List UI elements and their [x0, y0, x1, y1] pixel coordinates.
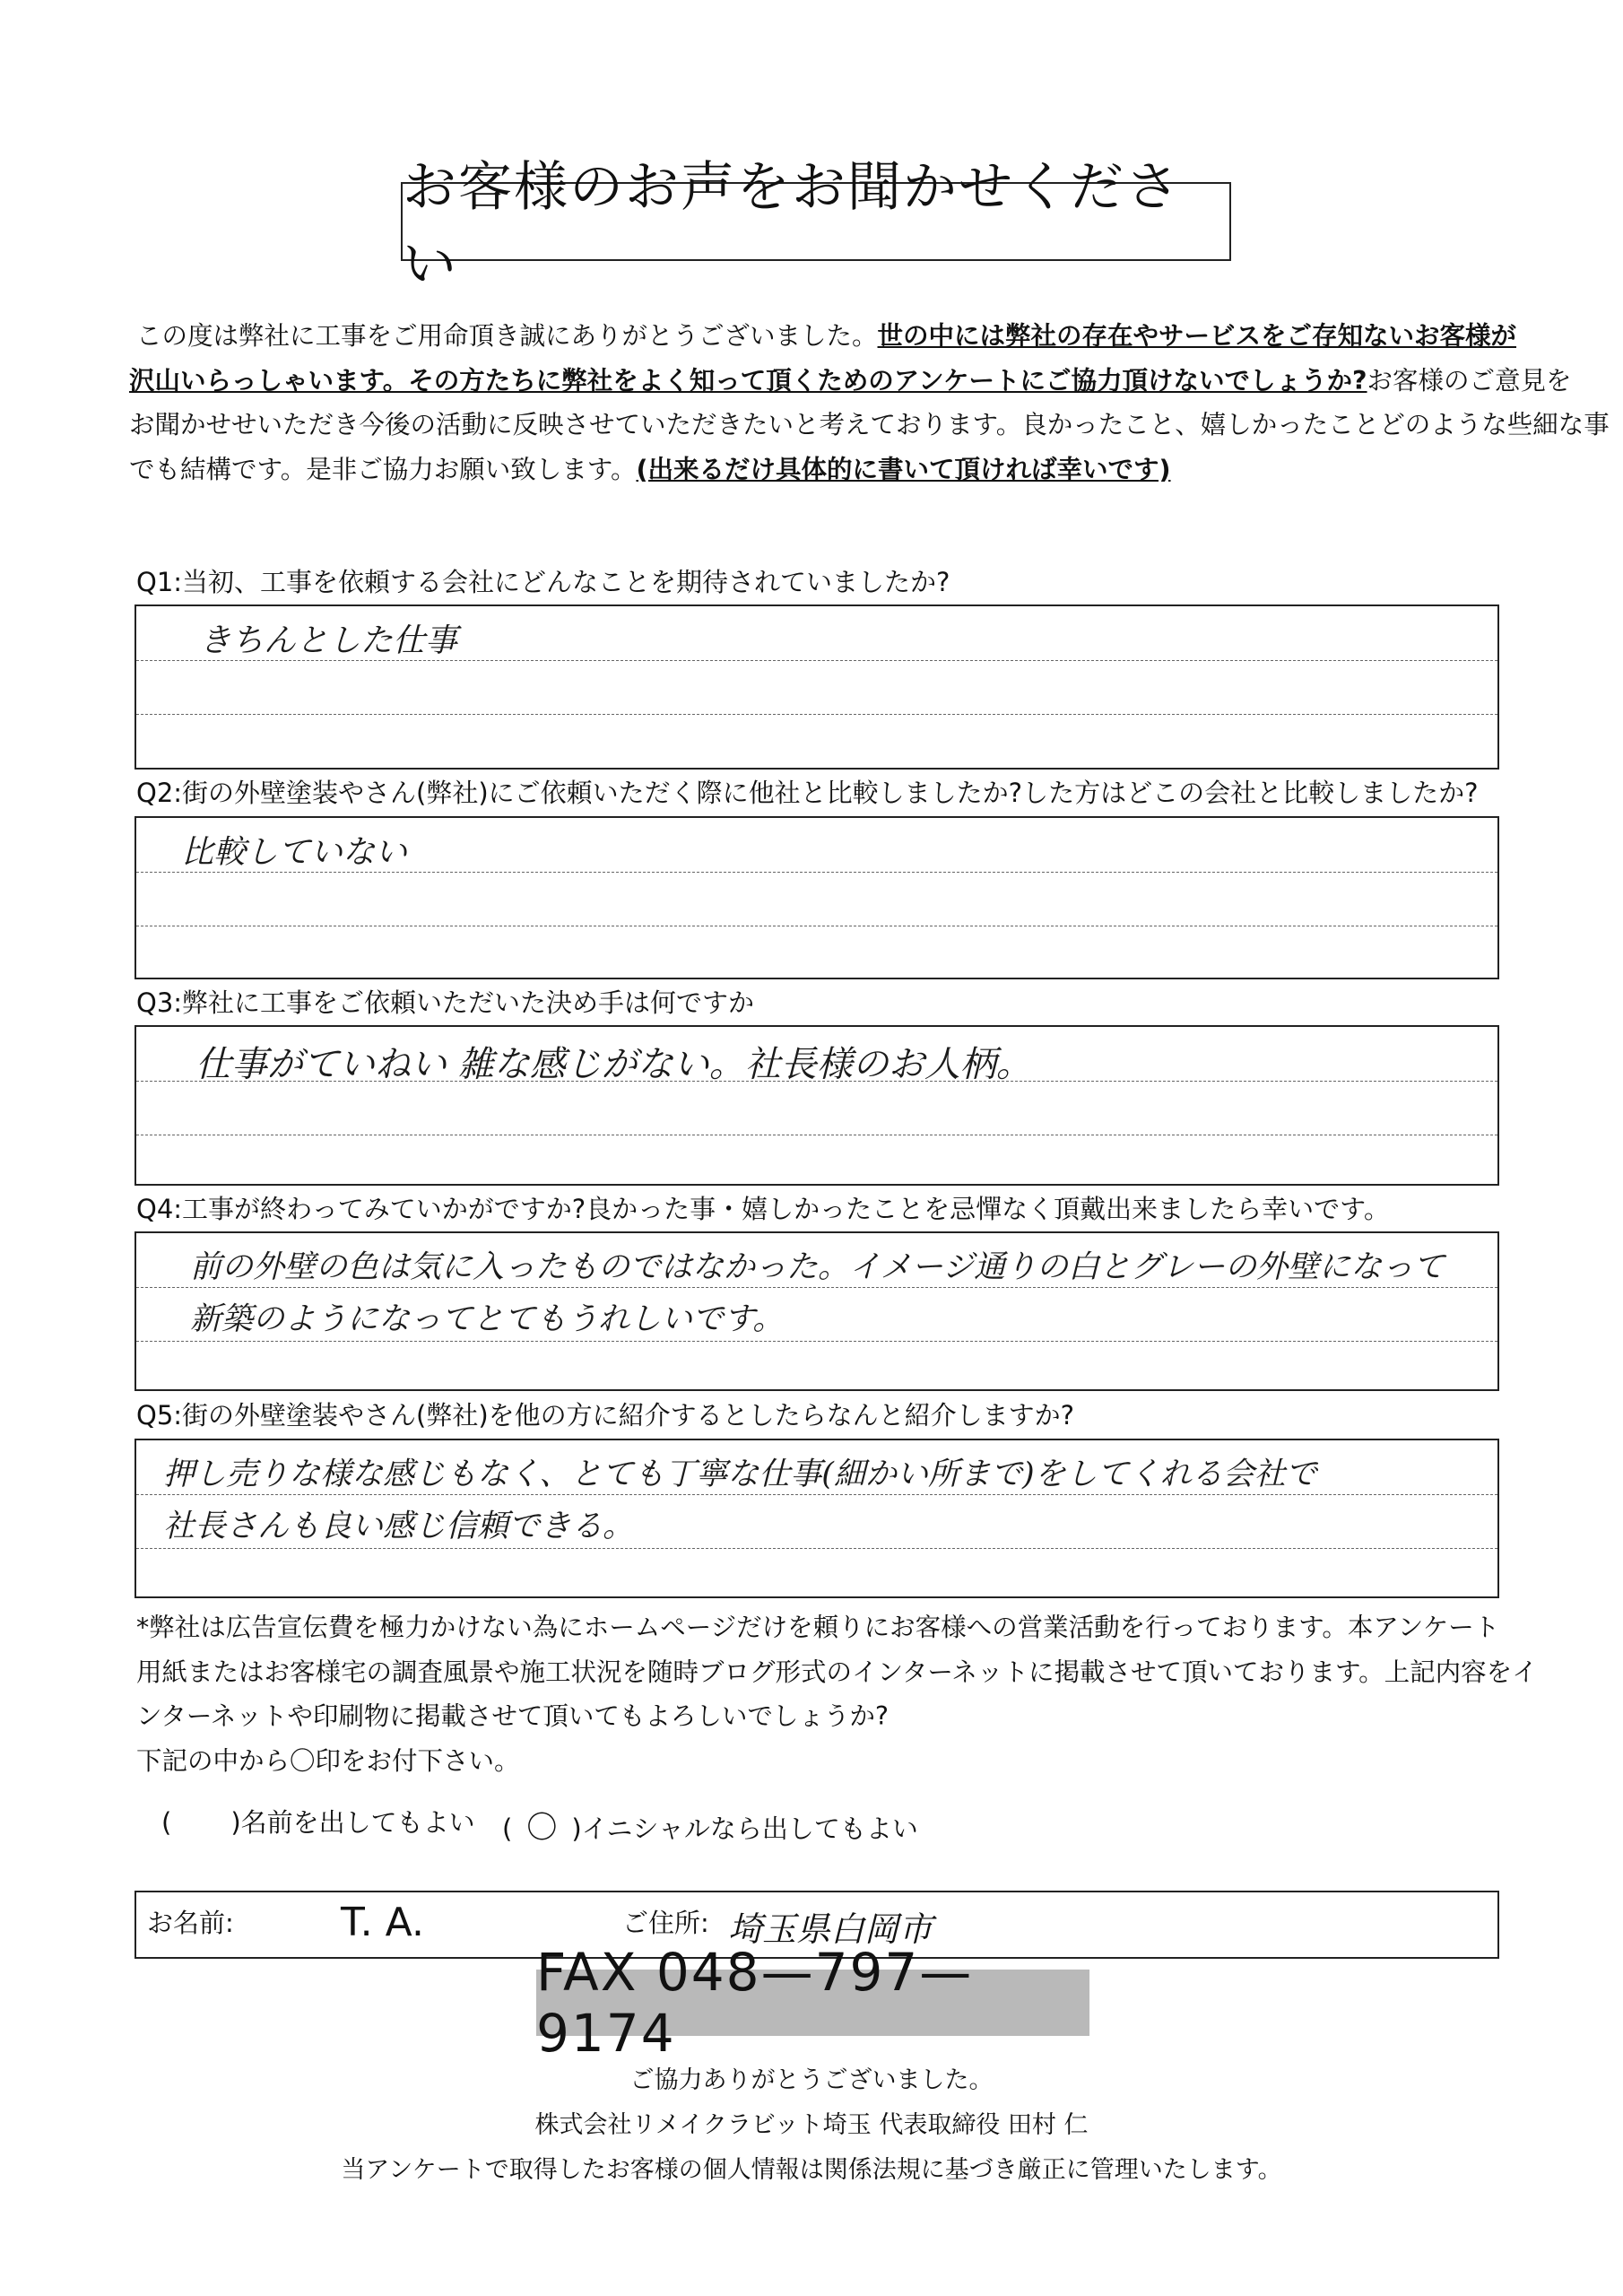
choice-initials-ok[interactable] [502, 1803, 918, 1847]
choice-initials-ok-label: イニシャルなら出してもよい [581, 1813, 918, 1844]
question-4-answer-line-2: 新築のようになってとてもうれしいです。 [190, 1301, 785, 1337]
question-2-answer-line-1: 比較していない [181, 834, 408, 871]
company-signature: 株式会社リメイクラビット埼玉 代表取締役 田村 仁 [534, 2111, 1089, 2139]
choice-initials-ok-mark: 〇 [526, 1810, 558, 1846]
choice-initials-ok-close-paren: ) [571, 1813, 582, 1844]
privacy-note: 当アンケートで取得したお客様の個人情報は関係法規に基づき厳正に管理いたします。 [341, 2156, 1282, 2184]
question-4-answer-line-1: 前の外壁の色は気に入ったものではなかった。イメージ通りの白とグレーの外壁になって [190, 1249, 1445, 1285]
note-line-4: 下記の中から〇印をお付下さい。 [136, 1745, 520, 1776]
thanks-text: ご協力ありがとうございました。 [629, 2066, 994, 2094]
question-1-answer-line-1: きちんとした仕事 [199, 622, 458, 659]
question-5-answer-box[interactable] [135, 1439, 1499, 1598]
question-3-answer-box[interactable] [135, 1025, 1499, 1186]
fax-number: FAX 048—797—9174 [536, 1970, 1089, 2036]
intro-line-1 [136, 314, 1517, 359]
intro-line-4 [129, 448, 1508, 492]
question-4-answer-box[interactable] [135, 1231, 1499, 1391]
question-1-answer-box[interactable] [135, 604, 1499, 770]
name-value[interactable]: T. A. [341, 1900, 424, 1945]
note-line-1: *弊社は広告宣伝費を極力かけない為にホームページだけを頼りにお客様への営業活動を行っております。本アンケート [136, 1613, 1500, 1642]
intro-line-2-plain: お客様のご意見を [1367, 365, 1572, 396]
question-5-label: Q5:街の外壁塗装やさん(弊社)を他の方に紹介するとしたらなんと紹介しますか? [136, 1400, 1075, 1431]
question-4-label: Q4:工事が終わってみていかがですか?良かった事・嬉しかったことを忌憚なく頂戴出来ましたら幸いです。 [136, 1194, 1390, 1224]
intro-line-2 [129, 359, 1572, 404]
question-3-answer-line-1: 仕事がていねい 雑な感じがない。社長様のお人柄。 [195, 1044, 1032, 1085]
choice-name-ok-label: 名前を出してもよい [240, 1807, 475, 1838]
choice-initials-ok-open-paren: ( [502, 1813, 513, 1844]
page-title: お客様のお声をお聞かせください [401, 182, 1231, 261]
intro-paragraph [129, 314, 1610, 491]
intro-line-1-bold: 世の中には弊社の存在やサービスをご存知ないお客様が [877, 321, 1517, 351]
question-5-answer-line-2: 社長さんも良い感じ信頼できる。 [163, 1509, 635, 1544]
intro-line-4-bold: (出来るだけ具体的に書いて頂ければ幸いです) [636, 454, 1171, 484]
note-line-3: ンターネットや印刷物に掲載させて頂いてもよろしいでしょうか? [136, 1701, 890, 1731]
choice-name-ok-close-paren: ) [230, 1807, 241, 1838]
intro-line-2-bold: 沢山いらっしゃいます。その方たちに弊社をよく知って頂くためのアンケートにご協力頂けないでしょうか? [129, 365, 1367, 396]
question-3-label: Q3:弊社に工事をご依頼いただいた決め手は何ですか [136, 987, 755, 1018]
name-label: お名前: [147, 1908, 234, 1938]
address-label: ご住所: [622, 1908, 709, 1938]
question-5-answer-line-1: 押し売りな様な感じもなく、とても丁寧な仕事(細かい所まで)をしてくれる会社で [163, 1457, 1317, 1492]
question-2-label: Q2:街の外壁塗装やさん(弊社)にご依頼いただく際に他社と比較しましたか?した方はどこの会社と比較しましたか? [136, 778, 1479, 808]
question-1-label: Q1:当初、工事を依頼する会社にどんなことを期待されていましたか? [136, 567, 950, 597]
question-2-answer-box[interactable] [135, 816, 1499, 979]
choice-name-ok-open-paren: ( [161, 1807, 172, 1838]
address-value[interactable]: 埼玉県白岡市 [728, 1909, 933, 1949]
intro-line-3: お聞かせせいただき今後の活動に反映させていただきたいと考えております。良かったこと、嬉しかったことどのような些細な事 [129, 410, 1610, 439]
intro-line-1-plain: この度は弊社に工事をご用命頂き誠にありがとうございました。 [136, 321, 878, 351]
publication-consent-note [136, 1605, 1538, 1783]
choice-name-ok[interactable] [161, 1803, 475, 1839]
note-line-2: 用紙またはお客様宅の調査風景や施工状況を随時ブログ形式のインターネットに掲載させて頂いております。上記内容をイ [136, 1657, 1538, 1687]
intro-line-4-plain: でも結構です。是非ご協力お願い致します。 [129, 454, 637, 484]
